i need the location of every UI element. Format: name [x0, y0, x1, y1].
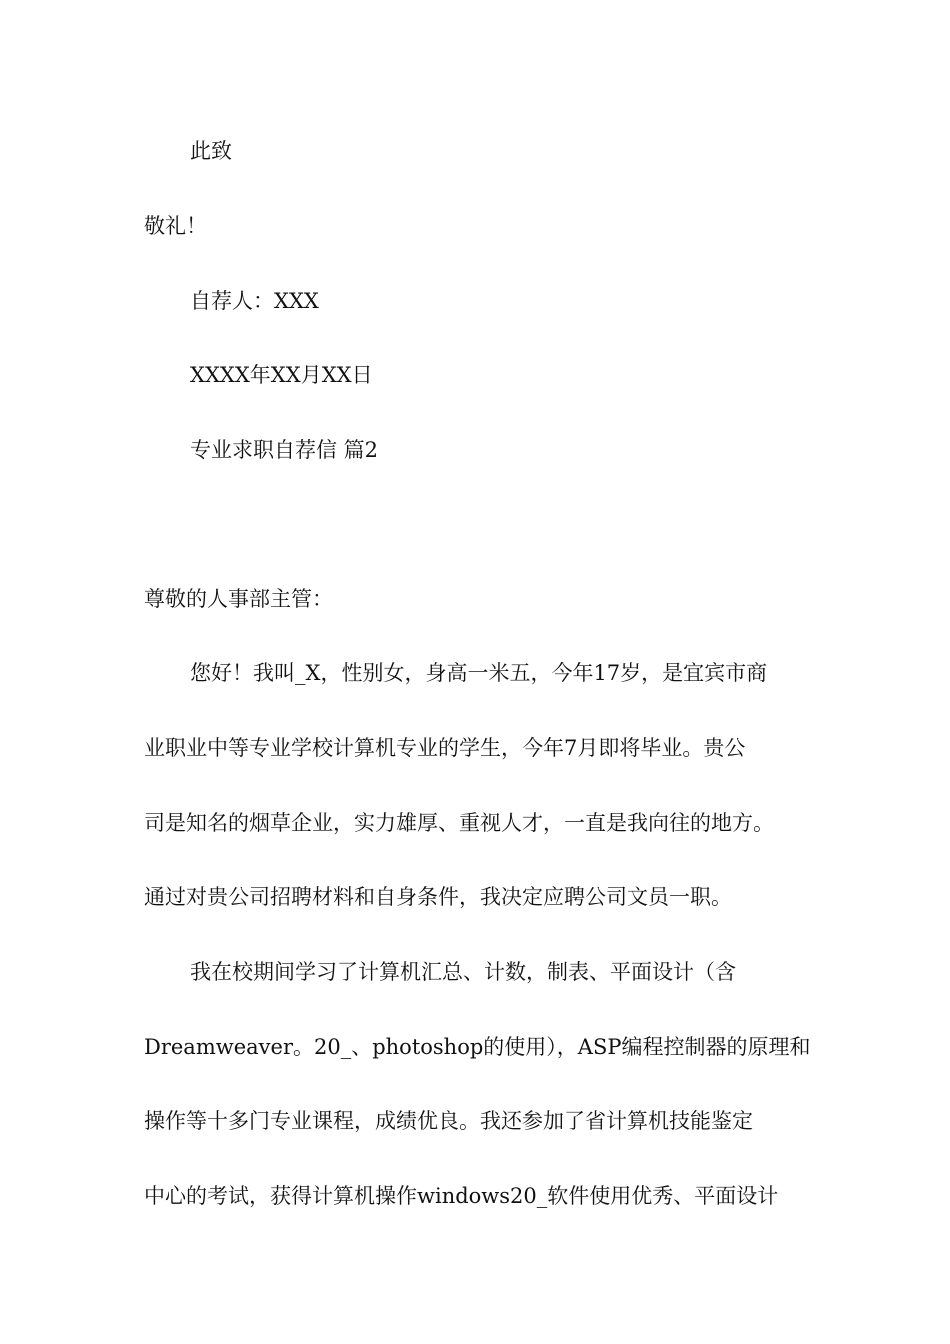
- letter-greeting: 尊敬的人事部主管：: [144, 587, 333, 611]
- body-line: 您好！我叫_X，性别女，身高一米五，今年17岁，是宜宾市商: [190, 661, 768, 685]
- closing-regards: 敬礼！: [144, 214, 207, 238]
- body-line: Dreamweaver。20_、photoshop的使用），ASP编程控制器的原理和: [144, 1035, 811, 1059]
- body-line: 司是知名的烟草企业，实力雄厚、重视人才，一直是我向往的地方。: [144, 811, 774, 835]
- signer-line: 自荐人：XXX: [190, 289, 319, 313]
- section-title: 专业求职自荐信 篇2: [190, 438, 379, 462]
- date-line: XXXX年XX月XX日: [190, 363, 373, 387]
- body-line: 通过对贵公司招聘材料和自身条件，我决定应聘公司文员一职。: [144, 885, 732, 909]
- body-line: 中心的考试，获得计算机操作windows20_软件使用优秀、平面设计: [144, 1184, 779, 1208]
- closing-salutation: 此致: [190, 139, 232, 163]
- body-line: 业职业中等专业学校计算机专业的学生，今年7月即将毕业。贵公: [144, 736, 746, 760]
- body-line: 我在校期间学习了计算机汇总、计数，制表、平面设计（含: [190, 960, 736, 984]
- body-line: 操作等十多门专业课程，成绩优良。我还参加了省计算机技能鉴定: [144, 1109, 753, 1133]
